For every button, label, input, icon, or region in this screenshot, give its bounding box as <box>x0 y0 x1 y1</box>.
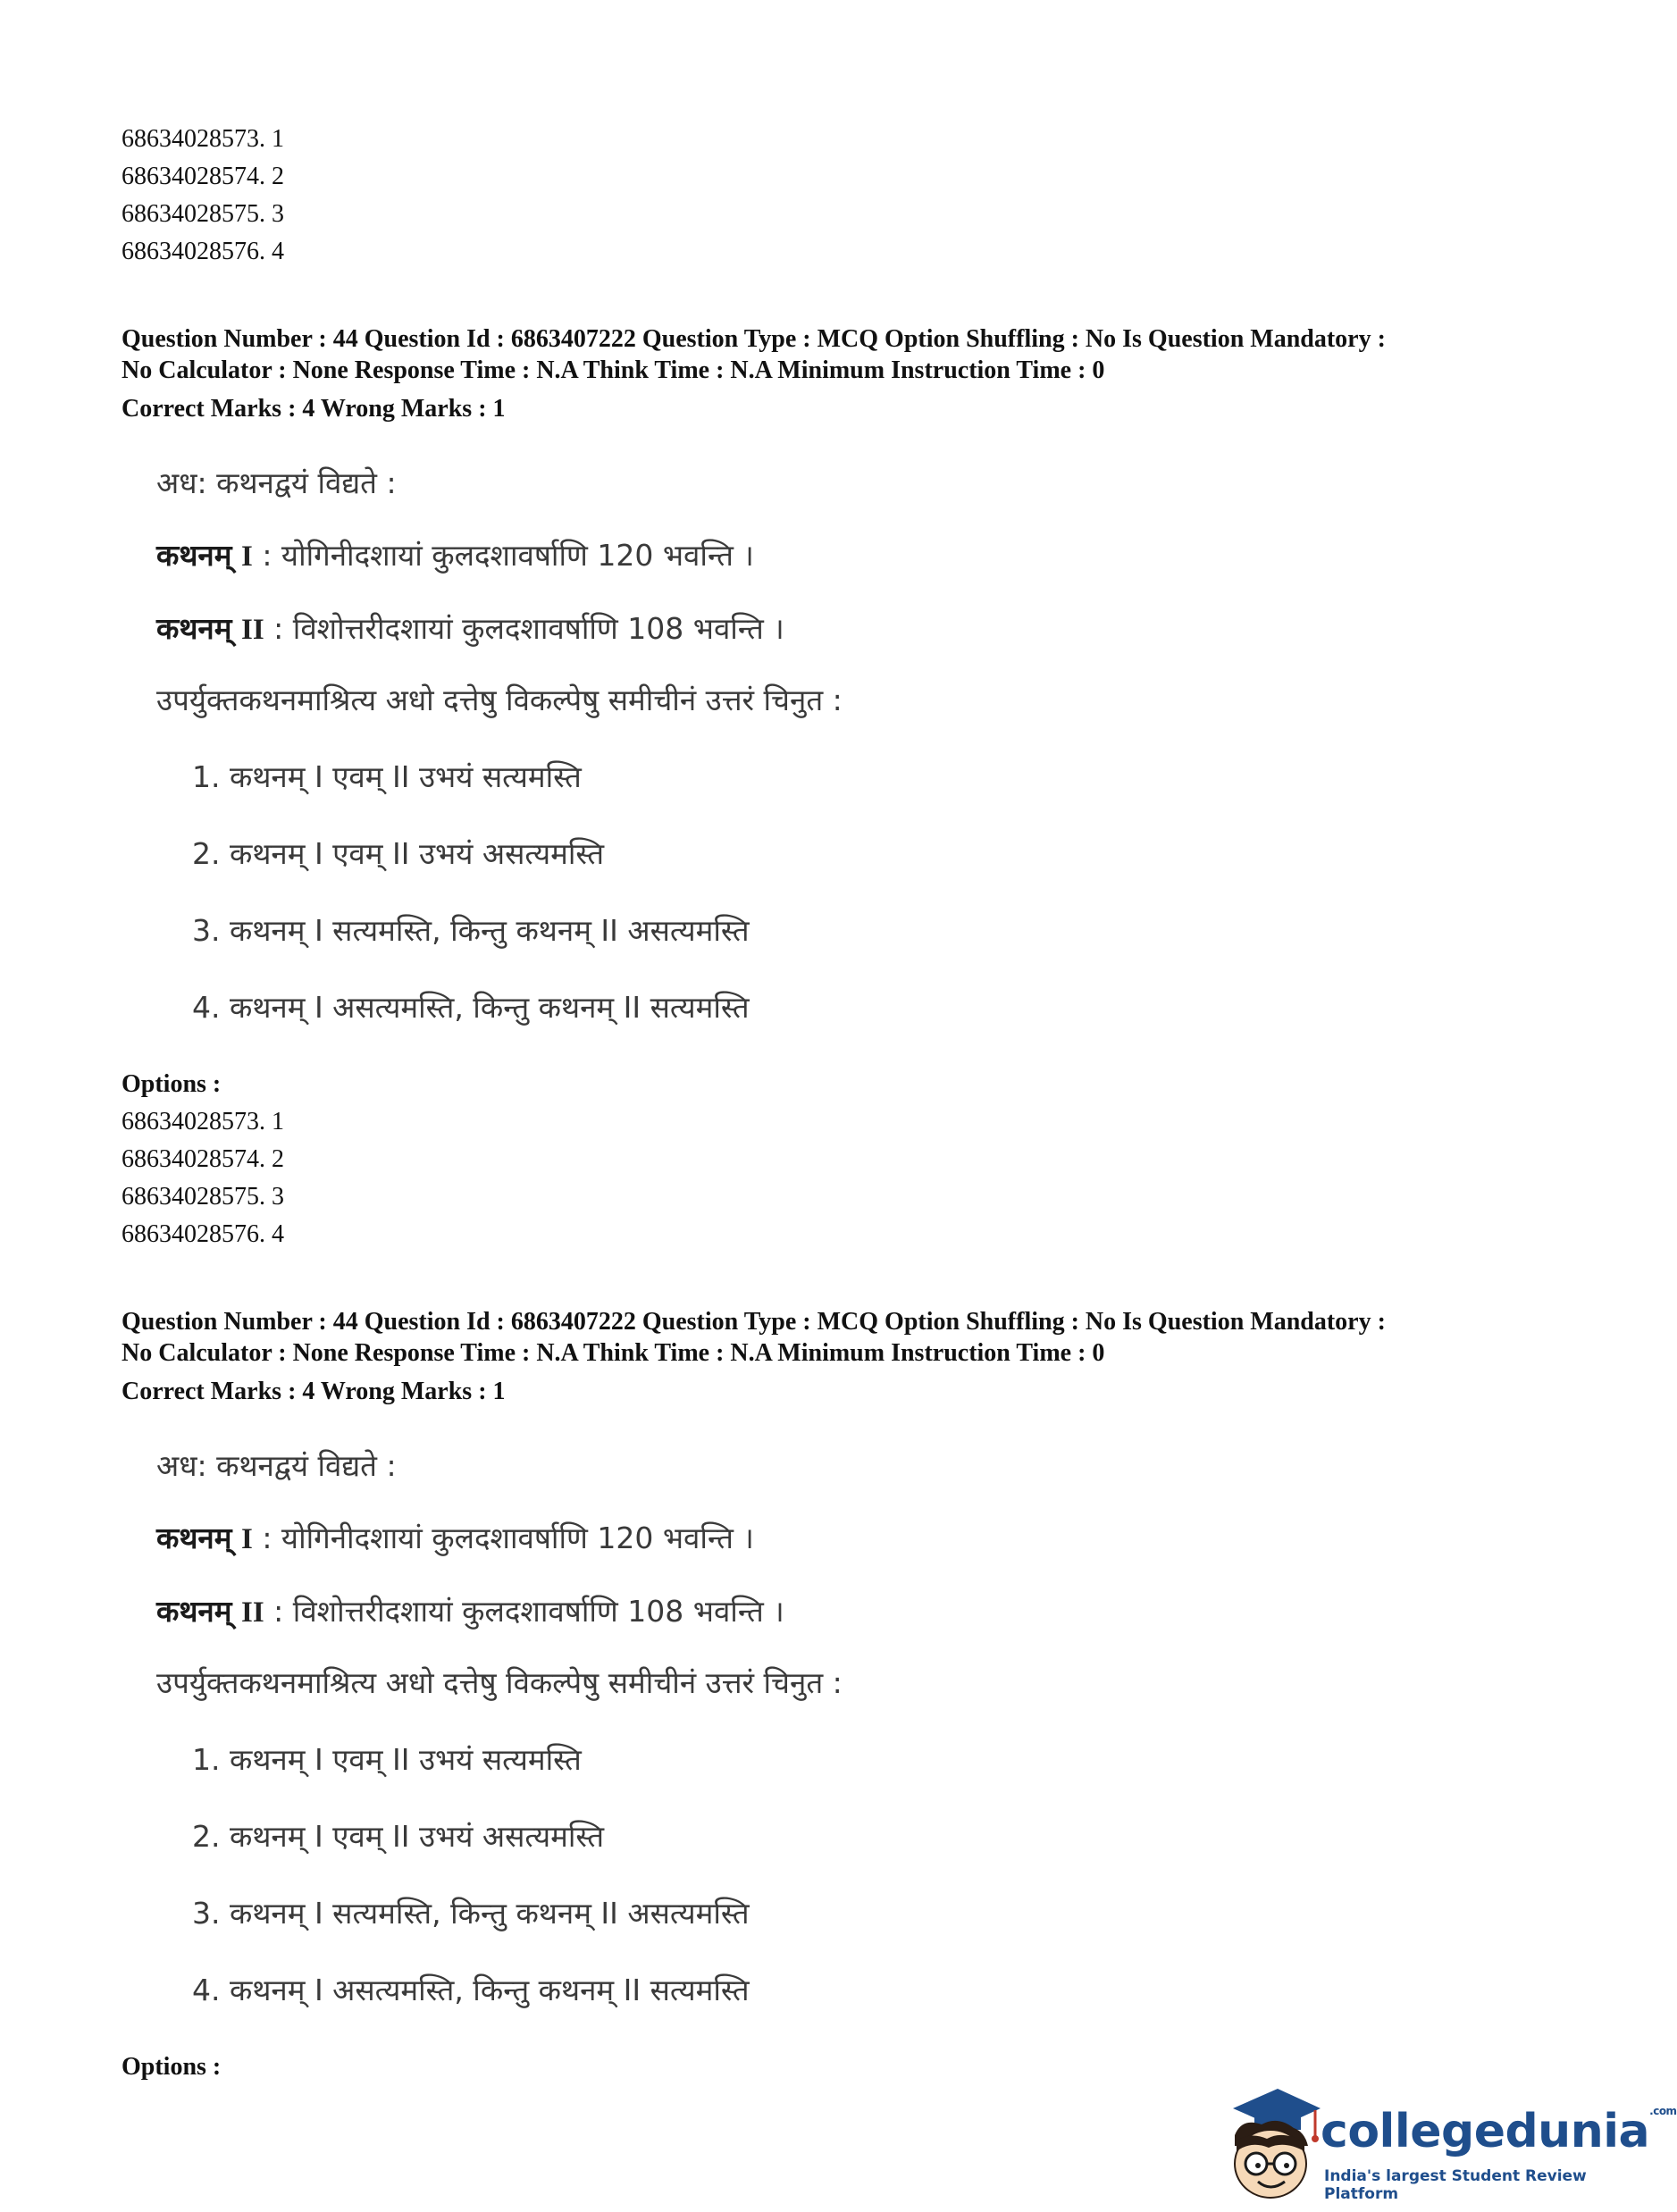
statement-keyword: कथनम् <box>156 611 232 646</box>
statement-2 <box>156 609 784 649</box>
statement-1 <box>156 1519 754 1559</box>
answer-choice: 4. कथनम् I असत्यमस्ति, किन्तु कथनम् II सत्यमस्ति <box>192 1973 750 2007</box>
option-line: 68634028575. 3 <box>122 1183 284 1211</box>
statement-text: : विशोत्तरीदशायां कुलदशावर्षाणि 108 भवन्ति । <box>264 611 784 646</box>
statement-number: II <box>240 614 264 646</box>
collegedunia-logo <box>1215 2082 1677 2207</box>
logo-tagline: India's largest Student Review Platform <box>1324 2167 1587 2203</box>
answer-choice: 1. कथनम् I एवम् II उभयं सत्यमस्ति <box>192 1742 582 1777</box>
option-line: 68634028573. 1 <box>122 125 284 153</box>
option-line: 68634028575. 3 <box>122 200 284 228</box>
option-line: 68634028574. 2 <box>122 163 284 190</box>
question-intro: अध: कथनद्वयं विद्यते : <box>156 465 397 500</box>
question-instruction: उपर्युक्तकथनमाश्रित्य अधो दत्तेषु विकल्पेषु समीचीनं उत्तरं चिनुत : <box>156 1665 843 1700</box>
statement-text: : योगिनीदशायां कुलदशावर्षाणि 120 भवन्ति । <box>252 1521 754 1555</box>
statement-text: : योगिनीदशायां कुलदशावर्षाणि 120 भवन्ति । <box>252 538 754 573</box>
statement-number: II <box>240 1596 264 1629</box>
statement-keyword: कथनम् <box>156 538 232 573</box>
question-instruction: उपर्युक्तकथनमाश्रित्य अधो दत्तेषु विकल्पेषु समीचीनं उत्तरं चिनुत : <box>156 683 843 717</box>
answer-choice: 2. कथनम् I एवम् II उभयं असत्यमस्ति <box>192 1819 605 1854</box>
answer-choice: 4. कथनम् I असत्यमस्ति, किन्तु कथनम् II सत्यमस्ति <box>192 990 750 1025</box>
option-line: 68634028573. 1 <box>122 1108 284 1135</box>
options-label: Options : <box>122 1070 222 1098</box>
statement-2 <box>156 1592 784 1632</box>
question-intro: अध: कथनद्वयं विद्यते : <box>156 1448 397 1483</box>
option-line: 68634028576. 4 <box>122 1220 284 1248</box>
answer-choice: 1. कथनम् I एवम् II उभयं सत्यमस्ति <box>192 759 582 794</box>
mascot-icon <box>1215 2082 1322 2207</box>
question-meta-line-2: No Calculator : None Response Time : N.A Think Time : N.A Minimum Instruction Time : 0 <box>122 356 1105 384</box>
statement-keyword: कथनम् <box>156 1521 232 1555</box>
marks-line: Correct Marks : 4 Wrong Marks : 1 <box>122 395 506 423</box>
question-meta-line-2: No Calculator : None Response Time : N.A Think Time : N.A Minimum Instruction Time : 0 <box>122 1339 1105 1367</box>
statement-number: I <box>240 1523 253 1555</box>
answer-choice: 2. कथनम् I एवम् II उभयं असत्यमस्ति <box>192 836 605 871</box>
statement-text: : विशोत्तरीदशायां कुलदशावर्षाणि 108 भवन्ति । <box>264 1594 784 1629</box>
marks-line: Correct Marks : 4 Wrong Marks : 1 <box>122 1378 506 1405</box>
statement-keyword: कथनम् <box>156 1594 232 1629</box>
statement-1 <box>156 536 754 576</box>
question-meta-line-1: Question Number : 44 Question Id : 6863407222 Question Type : MCQ Option Shuffling : No Is Question Mandatory : <box>122 325 1386 353</box>
statement-number: I <box>240 540 253 573</box>
logo-com: .com <box>1649 2105 1677 2117</box>
options-label: Options : <box>122 2053 222 2081</box>
option-line: 68634028574. 2 <box>122 1145 284 1173</box>
option-line: 68634028576. 4 <box>122 238 284 265</box>
answer-choice: 3. कथनम् I सत्यमस्ति, किन्तु कथनम् II असत्यमस्ति <box>192 1896 750 1931</box>
logo-wordmark: collegedunia$^{.com}$ <box>1321 2105 1677 2158</box>
answer-choice: 3. कथनम् I सत्यमस्ति, किन्तु कथनम् II असत्यमस्ति <box>192 913 750 948</box>
question-meta-line-1: Question Number : 44 Question Id : 6863407222 Question Type : MCQ Option Shuffling : No Is Question Mandatory : <box>122 1308 1386 1336</box>
